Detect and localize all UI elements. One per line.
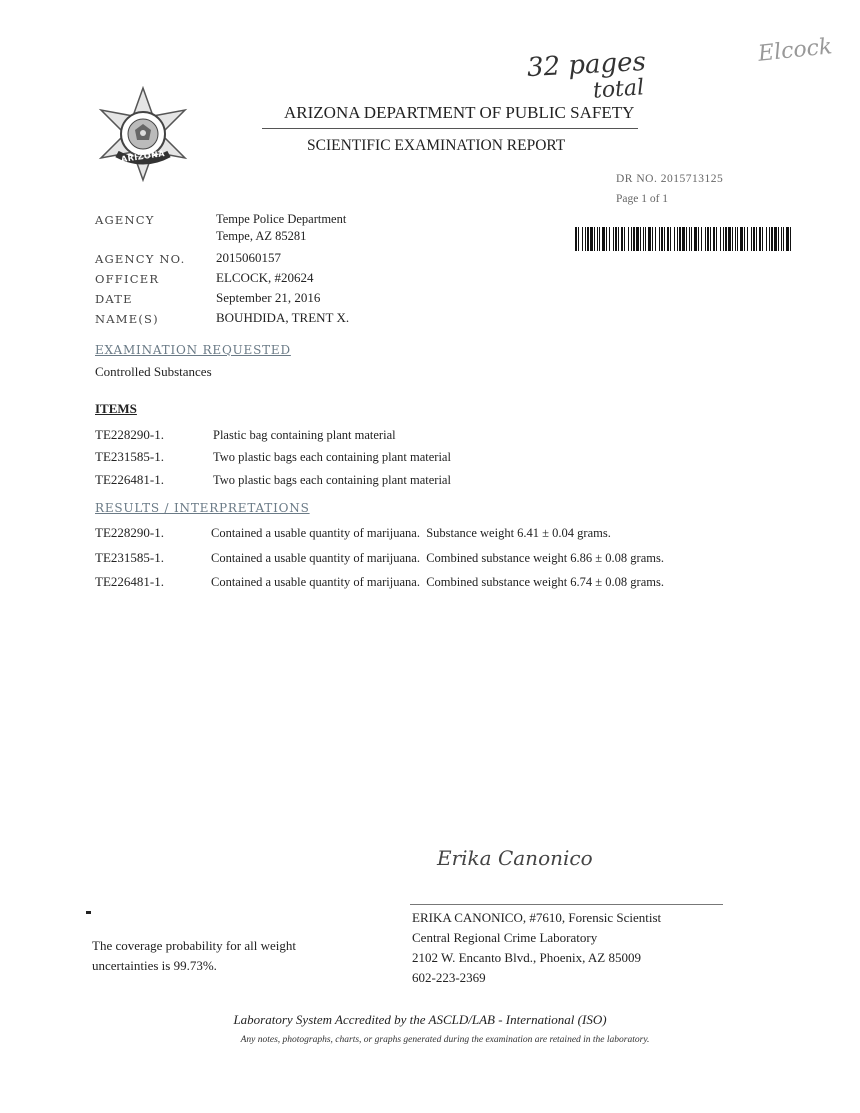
handwritten-signature: Erika Canonico — [437, 846, 593, 870]
item-code: TE231585-1. — [95, 449, 164, 464]
lab-phone: 602-223-2369 — [412, 970, 486, 985]
agency-line1: Tempe Police Department — [216, 212, 347, 226]
results-heading: RESULTS / INTERPRETATIONS — [95, 501, 310, 515]
result-code: TE231585-1. — [95, 550, 164, 565]
item-desc: Plastic bag containing plant material — [213, 428, 396, 442]
result-text: Contained a usable quantity of marijuana. Substance weight 6.41 ± 0.04 grams. — [211, 526, 611, 540]
handwritten-initials: Elcock — [756, 34, 834, 67]
date: September 21, 2016 — [216, 290, 321, 305]
accreditation: Laboratory System Accredited by the ASCLD/LAB - International (ISO) — [233, 1012, 607, 1027]
items-heading: ITEMS — [95, 401, 137, 416]
item-code: TE228290-1. — [95, 427, 164, 442]
exam-value: Controlled Substances — [95, 364, 212, 379]
officer: ELCOCK, #20624 — [216, 270, 314, 285]
names-label: NAME(S) — [95, 312, 159, 326]
result-text: Contained a usable quantity of marijuana. Combined substance weight 6.74 ± 0.08 grams. — [211, 575, 664, 589]
handwritten-page-count: 32 pages — [526, 46, 647, 84]
result-code: TE228290-1. — [95, 525, 164, 540]
result-code: TE226481-1. — [95, 574, 164, 589]
item-desc: Two plastic bags each containing plant material — [213, 473, 451, 487]
retention-note: Any notes, photographs, charts, or graphs generated during the examination are retained in the laboratory. — [240, 1035, 650, 1045]
names: BOUHDIDA, TRENT X. — [216, 310, 350, 325]
exam-heading: EXAMINATION REQUESTED — [95, 343, 291, 357]
date-label: DATE — [95, 292, 133, 306]
department-title: ARIZONA DEPARTMENT OF PUBLIC SAFETY — [284, 103, 635, 122]
agency-no: 2015060157 — [216, 250, 281, 265]
dr-number: DR NO. 2015713125 — [616, 173, 724, 185]
stray-mark — [86, 911, 91, 914]
agency-label: AGENCY — [95, 213, 155, 227]
result-text: Contained a usable quantity of marijuana. Combined substance weight 6.86 ± 0.08 grams. — [211, 551, 664, 565]
state-seal-icon — [95, 86, 191, 182]
handwritten-page-count-total: total — [592, 75, 645, 104]
lab-address: 2102 W. Encanto Blvd., Phoenix, AZ 85009 — [412, 950, 641, 965]
coverage-line1: The coverage probability for all weight — [92, 938, 296, 953]
signer-name: ERIKA CANONICO, #7610, Forensic Scientist — [412, 910, 662, 925]
barcode — [575, 227, 795, 251]
lab-name: Central Regional Crime Laboratory — [412, 930, 598, 945]
agency-line2: Tempe, AZ 85281 — [216, 229, 307, 243]
header-rule — [262, 128, 638, 129]
seal-text: ARIZONA — [120, 148, 166, 165]
signature-rule — [410, 904, 723, 905]
report-title: SCIENTIFIC EXAMINATION REPORT — [307, 137, 566, 154]
item-code: TE226481-1. — [95, 472, 164, 487]
agency-no-label: AGENCY NO. — [95, 252, 186, 266]
barcode-bar — [791, 227, 793, 251]
item-desc: Two plastic bags each containing plant material — [213, 450, 451, 464]
page-indicator: Page 1 of 1 — [616, 193, 669, 205]
officer-label: OFFICER — [95, 272, 160, 286]
coverage-line2: uncertainties is 99.73%. — [92, 958, 217, 973]
